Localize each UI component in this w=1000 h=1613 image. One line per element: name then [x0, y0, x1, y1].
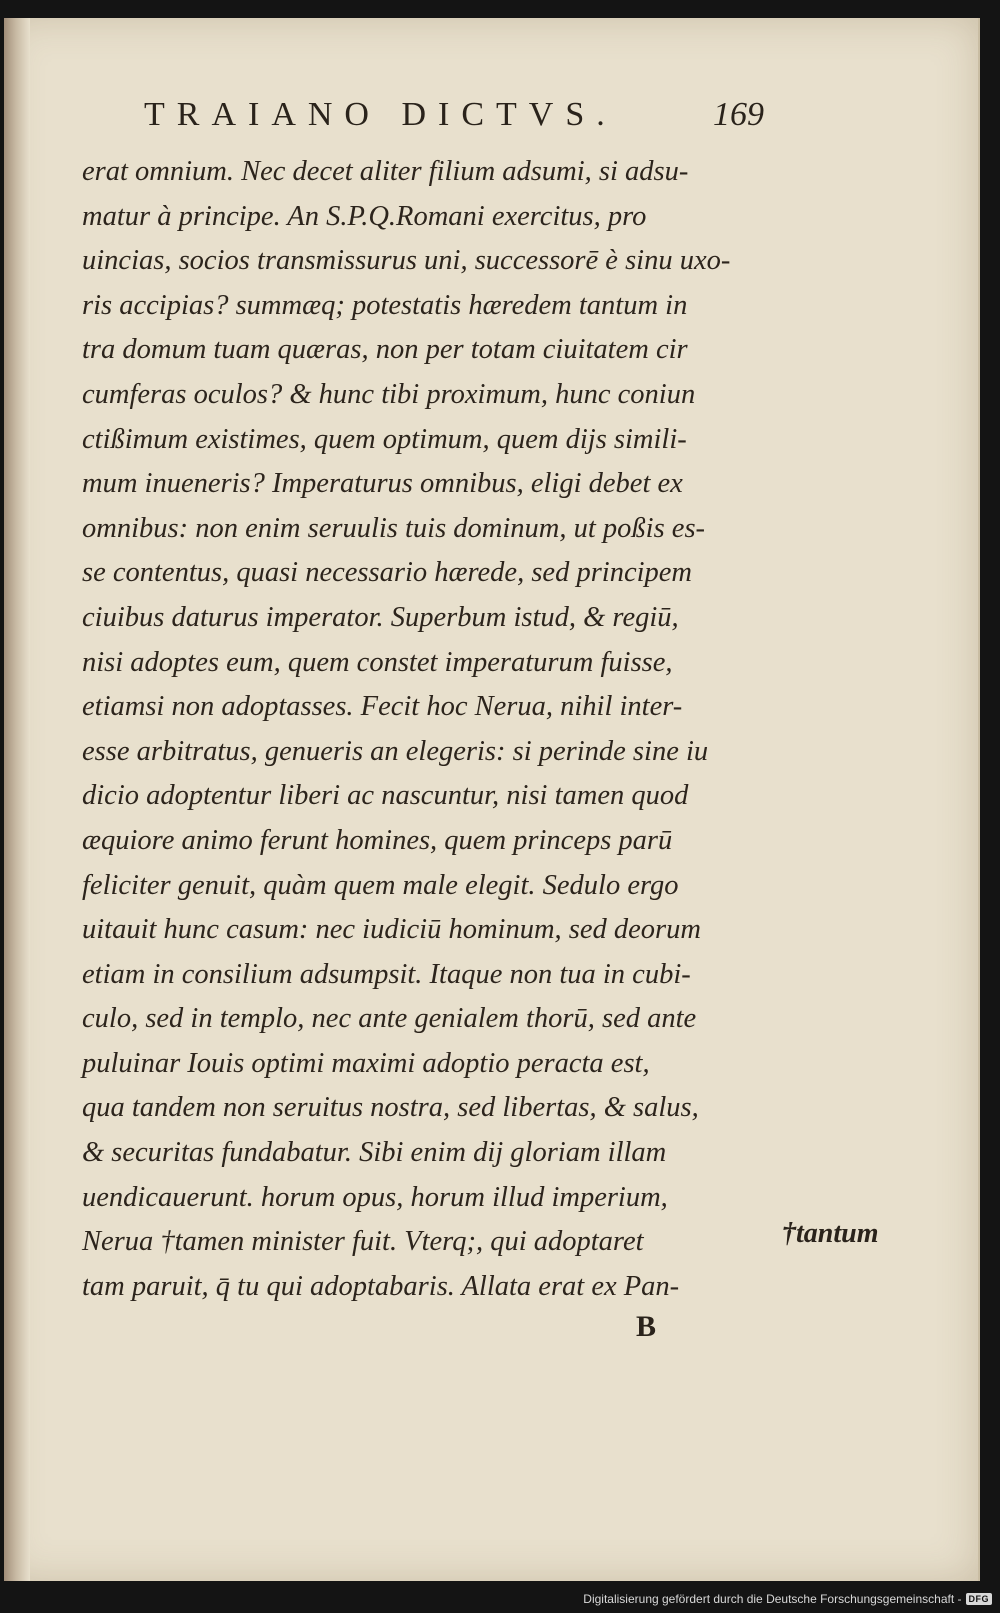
page-gutter-shadow [4, 18, 30, 1581]
text-line: feliciter genuit, quàm quem male elegit. Sedulo ergo [82, 869, 679, 901]
text-line: uitauit hunc casum: nec iudiciū hominum, sed deorum [82, 914, 701, 946]
text-line: mum inueneris? Imperaturus omnibus, eligi debet ex [82, 468, 683, 500]
text-line: uincias, socios transmissurus uni, successorē è sinu uxo- [82, 245, 731, 277]
text-line: tam paruit, q̄ tu qui adoptabaris. Allata erat ex Pan- [82, 1270, 680, 1302]
text-line: etiamsi non adoptasses. Fecit hoc Nerua, nihil inter- [82, 691, 683, 723]
book-page [4, 18, 980, 1581]
text-line: se contentus, quasi necessario hærede, sed principem [82, 557, 693, 589]
text-line: erat omnium. Nec decet aliter filium adsumi, si adsu- [82, 156, 689, 187]
text-line: Nerua †tamen minister fuit. Vterq;, qui adoptaret [82, 1226, 644, 1258]
text-line: tra domum tuam quæras, non per totam ciuitatem cir [82, 334, 688, 366]
text-line: ris accipias? summæq; potestatis hæredem tantum in [82, 289, 688, 321]
text-line: culo, sed in templo, nec ante genialem thorū, sed ante [82, 1003, 697, 1035]
text-line: uendicauerunt. horum opus, horum illud imperium, [82, 1181, 668, 1213]
text-line: esse arbitratus, genueris an elegeris: si perinde sine iu [82, 735, 709, 767]
text-line: dicio adoptentur liberi ac nascuntur, nisi tamen quod [82, 780, 689, 812]
text-line: matur à principe. An S.P.Q.Romani exercitus, pro [82, 200, 647, 232]
dfg-logo: DFG [966, 1593, 993, 1605]
footer-credit: Digitalisierung gefördert durch die Deutsche Forschungsgemeinschaft - [583, 1592, 962, 1606]
text-line: ciuibus daturus imperator. Superbum istud, & regiū, [82, 601, 679, 633]
running-title: TRAIANO DICTVS. [144, 96, 617, 133]
text-line: omnibus: non enim seruulis tuis dominum, ut poßis es- [82, 512, 706, 544]
text-line: cumferas oculos? & hunc tibi proximum, hunc coniun [82, 378, 696, 410]
signature-mark: B [636, 1310, 657, 1343]
text-line: æquiore animo ferunt homines, quem princeps parū [82, 824, 673, 856]
text-line: nisi adoptes eum, quem constet imperaturum fuisse, [82, 646, 673, 678]
text-line: ctißimum existimes, quem optimum, quem dijs simili- [82, 423, 687, 455]
digitization-footer [583, 1589, 992, 1609]
text-line: qua tandem non seruitus nostra, sed libertas, & salus, [82, 1092, 699, 1124]
text-line: puluinar Iouis optimi maximi adoptio peracta est, [82, 1047, 650, 1079]
running-head [144, 96, 764, 136]
body-text [82, 150, 782, 1309]
page-number: 169 [713, 96, 764, 133]
text-line: etiam in consilium adsumpsit. Itaque non tua in cubi- [82, 958, 691, 990]
text-line: & securitas fundabatur. Sibi enim dij gloriam illam [82, 1137, 667, 1169]
margin-note: †tantum [782, 1218, 879, 1249]
